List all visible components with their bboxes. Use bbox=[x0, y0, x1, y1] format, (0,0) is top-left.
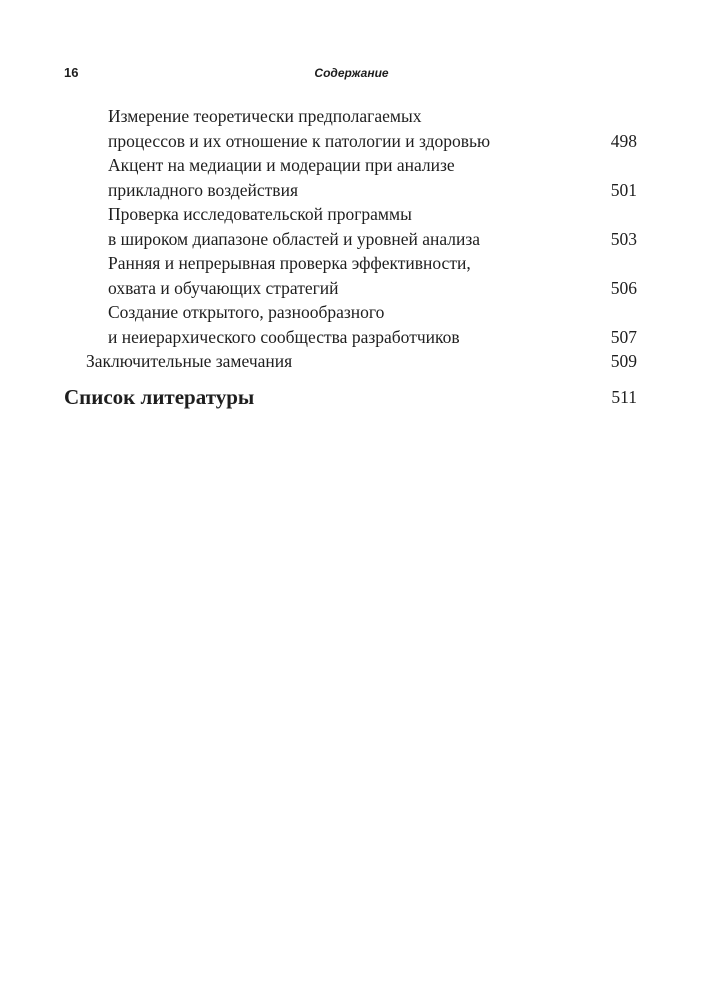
toc-entry-line: прикладного воздействия bbox=[108, 179, 298, 200]
toc-entry bbox=[0, 153, 703, 202]
toc-entry-page: 506 bbox=[610, 277, 637, 298]
toc-entry-title bbox=[0, 251, 703, 300]
toc-entry-page: 507 bbox=[610, 326, 637, 347]
toc-entry-page: 511 bbox=[611, 386, 637, 407]
toc-entry-line: процессов и их отношение к патологии и здоровью bbox=[108, 130, 491, 151]
toc-entry-line: Список литературы bbox=[64, 384, 255, 409]
running-head bbox=[0, 64, 703, 82]
table-of-contents bbox=[0, 104, 703, 412]
toc-chapter-title bbox=[0, 382, 703, 412]
toc-entry-line: Акцент на медиации и модерации при анализе bbox=[108, 155, 455, 175]
toc-entry-line: в широком диапазоне областей и уровней анализа bbox=[108, 228, 481, 249]
toc-entry-title bbox=[0, 202, 703, 251]
toc-entry-line: Ранняя и непрерывная проверка эффективности, bbox=[108, 253, 471, 273]
toc-entry bbox=[0, 251, 703, 300]
toc-entry-page: 503 bbox=[610, 228, 637, 249]
toc-entry-page: 509 bbox=[610, 351, 637, 371]
toc-entry-line: Создание открытого, разнообразного bbox=[108, 302, 385, 322]
toc-entry bbox=[0, 104, 703, 153]
toc-chapter-entry bbox=[0, 382, 703, 412]
toc-entry-title bbox=[0, 300, 703, 349]
toc-entry-page: 498 bbox=[610, 130, 637, 151]
toc-entry-title bbox=[0, 349, 703, 374]
toc-entry-line: охвата и обучающих стратегий bbox=[108, 277, 339, 298]
toc-entry-line: Заключительные замечания bbox=[86, 351, 293, 371]
page-number: 16 bbox=[64, 65, 79, 80]
toc-entry-line: Проверка исследовательской программы bbox=[108, 204, 412, 224]
toc-entry bbox=[0, 202, 703, 251]
toc-entry-line: и неиерархического сообщества разработчиков bbox=[108, 326, 460, 347]
toc-entry-page: 501 bbox=[610, 179, 637, 200]
toc-entry bbox=[0, 349, 703, 374]
toc-entry-title bbox=[0, 104, 703, 153]
toc-entry bbox=[0, 300, 703, 349]
running-title: Содержание bbox=[314, 66, 389, 80]
toc-entry-title bbox=[0, 153, 703, 202]
toc-entry-line: Измерение теоретически предполагаемых bbox=[108, 106, 422, 126]
